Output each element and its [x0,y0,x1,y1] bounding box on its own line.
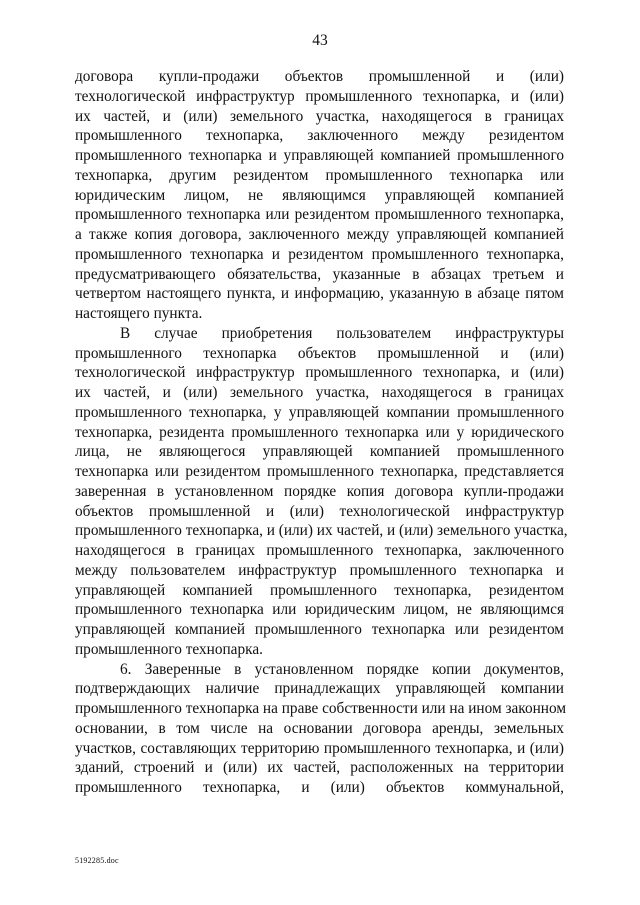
text-line: 6. Заверенные в установленном порядке копии документов, [120,660,564,678]
page-number: 43 [312,32,328,49]
text-line: зданий, строений и (или) их частей, расположенных на территории [75,759,564,777]
text-line: технологической инфраструктур промышленного технопарка, и (или) [75,87,564,105]
text-line: промышленного технопарка и управляющей компанией промышленного [75,147,564,164]
text-line: их частей, и (или) земельного участка, находящегося в границах [75,107,564,125]
text-line: технопарка, другим резидентом промышленного технопарка или [75,166,564,184]
text-line: промышленного технопарка, и (или) их частей, и (или) земельного участка, [75,522,568,540]
text-line: между пользователем инфраструктур промышленного технопарка и [75,561,564,579]
text-line: промышленного технопарка или резидентом промышленного технопарка, [75,206,564,224]
text-line: юридическим лицом, не являющимся управляющей компанией [75,186,564,204]
text-line: управляющей компанией промышленного технопарка, резидентом [75,581,564,599]
paragraph [75,660,567,798]
text-line: подтверждающих наличие принадлежащих управляющей компании [75,680,564,698]
text-line: промышленного технопарка и резидентом промышленного технопарка, [75,245,564,263]
text-line: промышленного технопарка, у управляющей компании промышленного [75,403,564,421]
paragraph [75,67,564,324]
text-line: промышленного технопарка на праве собственности или на ином законном [75,700,567,717]
paragraph [75,324,568,660]
text-line: промышленного технопарка объектов промышленной и (или) [75,344,564,362]
text-line: промышленного технопарка или юридическим лицом, не являющимся [75,601,564,619]
text-line: объектов промышленной и (или) технологической инфраструктур [75,502,564,520]
text-line: управляющей компанией промышленного технопарка или резидентом [75,621,564,638]
text-line: промышленного технопарка. [75,640,263,658]
text-line: участков, составляющих территорию промышленного технопарка, и (или) [75,739,564,757]
text-line: технопарка или резидентом промышленного технопарка, представляется [75,463,564,480]
document-file-code: 5192285.doc [75,856,119,865]
text-line: технопарка, резидента промышленного технопарка или у юридического [75,423,564,441]
text-line: а также копия договора, заключенного между управляющей компанией [75,226,564,243]
text-line: заверенная в установленном порядке копия договора купли-продажи [75,482,564,500]
text-line: их частей, и (или) земельного участка, находящегося в границах [75,384,564,401]
text-line: технологической инфраструктур промышленного технопарка, и (или) [75,364,564,382]
text-line: настоящего пункта. [75,305,203,322]
text-line: промышленного технопарка, и (или) объектов коммунальной, [75,779,564,796]
text-line: основании, в том числе на основании договора аренды, земельных [75,719,564,737]
document-body [75,67,568,798]
text-line: договора купли-продажи объектов промышленной и (или) [75,68,564,85]
text-line: предусматривающего обязательства, указанные в абзацах третьем и [75,265,564,283]
text-line: В случае приобретения пользователем инфраструктуры [120,324,564,342]
text-line: находящегося в границах промышленного технопарка, заключенного [75,542,564,559]
text-line: лица, не являющегося управляющей компанией промышленного [75,443,564,461]
text-line: четвертом настоящего пункта, и информацию, указанную в абзаце пятом [75,285,564,303]
text-line: промышленного технопарка, заключенного между резидентом [75,127,564,145]
